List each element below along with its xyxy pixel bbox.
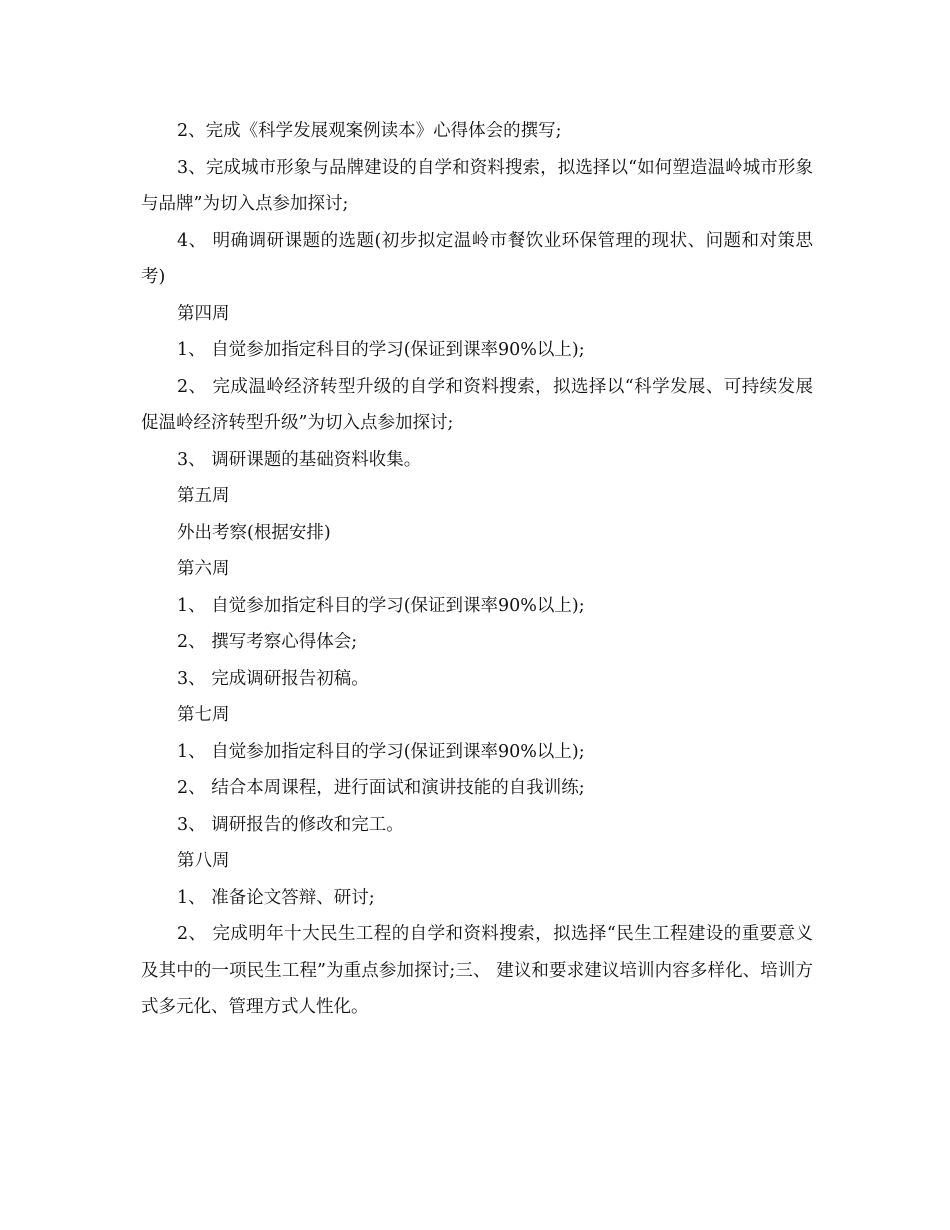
week-7-item-1: 1、 自觉参加指定科目的学习(保证到课率90%以上); (177, 741, 585, 762)
week-8-item-2: 2、 完成明年十大民生工程的自学和资料搜索，拟选择“民生工程建设的重要意义及其中的一项民生工程”为重点参加探讨;三、 建议和要求建议培训内容多样化、培训方式多元化、管理方式人性化。 (141, 924, 813, 1017)
week-4-item-2: 2、 完成温岭经济转型升级的自学和资料搜索，拟选择以“科学发展、可持续发展促温岭经济转型升级”为切入点参加探讨; (141, 376, 813, 433)
week-7-heading: 第七周 (177, 705, 230, 725)
week-8-heading: 第八周 (177, 851, 230, 871)
paragraph-task-2: 2、完成《科学发展观案例读本》心得体会的撰写; (177, 121, 562, 141)
week-4-item-1: 1、 自觉参加指定科目的学习(保证到课率90%以上); (177, 340, 585, 360)
paragraph-task-3: 3、完成城市形象与品牌建设的自学和资料搜索，拟选择以“如何塑造温岭城市形象与品牌”为切入点参加探讨; (141, 157, 813, 214)
week-6-item-3: 3、 完成调研报告初稿。 (177, 668, 369, 689)
week-8-item-1: 1、 准备论文答辩、研讨; (177, 887, 375, 908)
week-4-item-3: 3、 调研课题的基础资料收集。 (177, 449, 422, 470)
paragraph-task-4: 4、 明确调研课题的选题(初步拟定温岭市餐饮业环保管理的现状、问题和对策思考) (141, 230, 813, 287)
week-6-item-1: 1、 自觉参加指定科目的学习(保证到课率90%以上); (177, 595, 585, 616)
week-6-heading: 第六周 (177, 559, 230, 579)
week-7-item-3: 3、 调研报告的修改和完工。 (177, 814, 404, 835)
week-6-item-2: 2、 撰写考察心得体会; (177, 632, 358, 652)
week-5-item: 外出考察(根据安排) (177, 522, 331, 543)
week-7-item-2: 2、 结合本周课程，进行面试和演讲技能的自我训练; (177, 778, 585, 798)
week-4-heading: 第四周 (177, 303, 230, 324)
document-body (141, 113, 813, 1026)
week-5-heading: 第五周 (177, 486, 230, 506)
